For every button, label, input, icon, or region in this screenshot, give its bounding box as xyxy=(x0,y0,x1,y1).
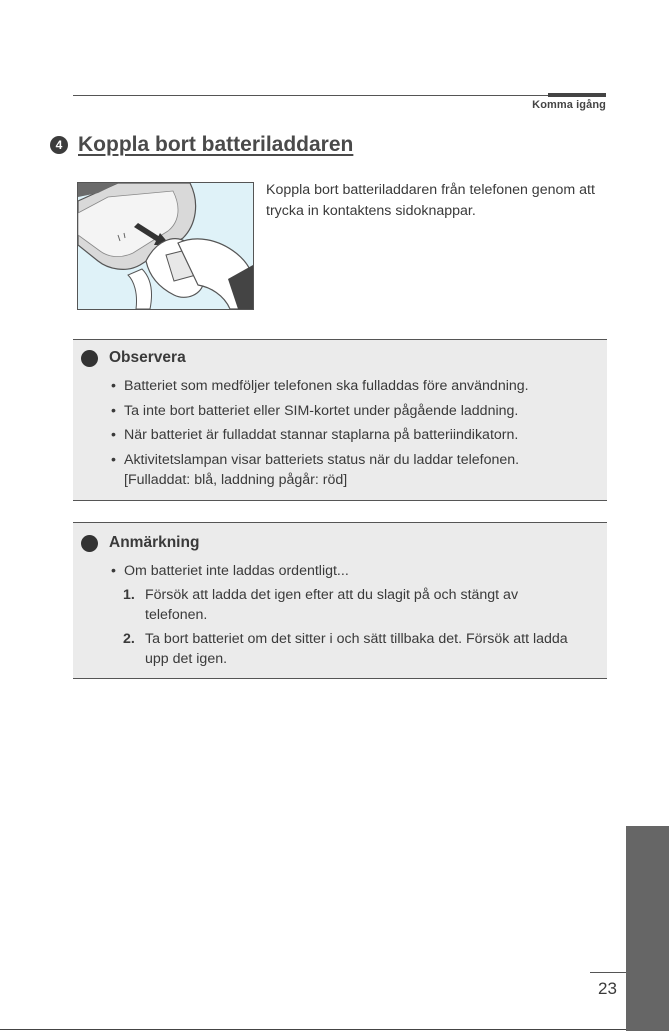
note-bullet-icon xyxy=(81,350,98,367)
remark-heading: Anmärkning xyxy=(109,534,200,551)
item-text: Ta bort batteriet om det sitter i och sätt tillbaka det. Försök att ladda upp det igen. xyxy=(145,631,568,667)
observe-note-box xyxy=(73,339,607,501)
observe-list xyxy=(111,376,597,490)
list-item: • Om batteriet inte laddas ordentligt... xyxy=(111,561,597,581)
list-item: • Ta inte bort batteriet eller SIM-kortet under pågående laddning. xyxy=(111,401,597,421)
remark-heading-row xyxy=(81,534,199,552)
note-bullet-icon xyxy=(81,535,98,552)
item-text: Försök att ladda det igen efter att du slagit på och stängt av telefonen. xyxy=(145,587,519,623)
remark-list xyxy=(111,561,597,586)
list-item: • Batteriet som medföljer telefonen ska fulladdas före användning. xyxy=(111,376,597,396)
step-title: Koppla bort batteriladdaren xyxy=(78,133,354,156)
list-item-text: • Aktivitetslampan visar batteriets status när du laddar telefonen. xyxy=(124,451,520,468)
list-item-subtext: [Fulladdat: blå, laddning pågår: röd] xyxy=(124,471,348,488)
numbered-item xyxy=(123,585,573,625)
item-number: 1. xyxy=(123,587,135,603)
section-label: Komma igång xyxy=(532,99,606,111)
chapter-side-tab xyxy=(626,826,669,1031)
item-number: 2. xyxy=(123,631,135,647)
step-description: Koppla bort batteriladdaren från telefonen genom att trycka in kontaktens sidoknappar. xyxy=(266,182,595,219)
observe-heading: Observera xyxy=(109,349,186,366)
page-bottom-edge xyxy=(0,1029,626,1030)
page-number-rule xyxy=(590,972,626,973)
page-number: 23 xyxy=(598,979,617,998)
charger-disconnect-illustration xyxy=(77,182,254,310)
header-tab-marker xyxy=(548,93,606,97)
numbered-item xyxy=(123,629,573,669)
list-item xyxy=(111,450,597,490)
list-item: • När batteriet är fulladdat stannar staplarna på batteriindikatorn. xyxy=(111,425,597,445)
observe-heading-row xyxy=(81,349,186,367)
remark-steps xyxy=(123,585,573,673)
step-number-badge: 4 xyxy=(50,136,68,154)
charger-illustration-graphic xyxy=(78,183,253,309)
step-heading xyxy=(50,133,353,157)
remark-note-box xyxy=(73,522,607,679)
header-rule xyxy=(73,95,606,96)
